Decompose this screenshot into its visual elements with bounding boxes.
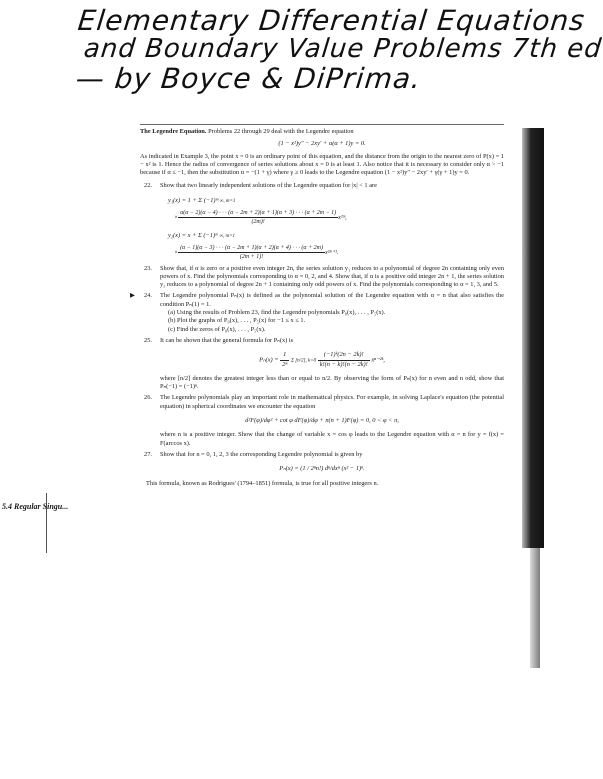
y2-formula bbox=[168, 232, 504, 241]
handwritten-title-line-3: — by Boyce & DiPrima. bbox=[74, 62, 423, 95]
y1-fraction-row: × α(α − 2)(α − 4) · · · (α − 2m + 2)(α + 1)(α + 3) · · · (α + 2m − 1) (2m)! x²ᵐ, bbox=[174, 210, 347, 226]
y1-sum-limits: ∞, m=1 bbox=[219, 198, 236, 204]
rodrigues-formula: Pₙ(x) = (1 / 2ⁿn!) dⁿ/dxⁿ (x² − 1)ⁿ. bbox=[279, 465, 365, 473]
part-c: (c) Find the zeros of P₀(x), . . . , P₅(x). bbox=[168, 325, 266, 333]
problem-22 bbox=[140, 182, 504, 190]
y2-power: x²ᵐ⁺¹. bbox=[324, 250, 339, 257]
problem-number: 22. bbox=[144, 182, 152, 190]
problem-number: 23. bbox=[144, 264, 152, 272]
problem-23 bbox=[140, 265, 504, 290]
problem-text: The Legendre polynomials play an important role in mathematical physics. For example, in solving Laplace's equation (the potential equation) in spherical coordinates we encounter the equation bbox=[160, 394, 504, 410]
coef-denominator: 2ⁿ bbox=[282, 360, 288, 368]
pn-coefficient bbox=[280, 351, 289, 369]
part-b: (b) Plot the graphs of P₀(x), . . . , P₅(x) for −1 ≤ x ≤ 1. bbox=[168, 317, 306, 325]
problem-number: 24. bbox=[144, 292, 152, 300]
y2-sum-limits: ∞, m=1 bbox=[219, 233, 235, 239]
rodrigues-note: This formula, known as Rodrigues' (1794–1851) formula, is true for all positive integers n. bbox=[146, 479, 379, 487]
intro-line bbox=[140, 128, 504, 136]
problem-text: It can be shown that the general formula for Pₙ(x) is bbox=[160, 336, 294, 344]
y2-numerator: (α − 1)(α − 3) · · · (α − 2m + 1)(α + 2)(α + 4) · · · (α + 2m) bbox=[178, 244, 325, 253]
margin-section-label: 5.4 Regular Singu... bbox=[2, 502, 69, 511]
problem-text: Show that, if α is zero or a positive even integer 2n, the series solution y₁ reduces to a polynomial of degree 2n containing only even powers of x. Find the polynomials corresponding to α = 0, 2, and 4. Show that, if α is a positive odd integer 2n + 1, the series solution y₂ reduces to a polynomial of degree 2n + 1 containing only odd powers of x. Find the polynomials corresponding to α = 1, 3, and 5. bbox=[160, 264, 504, 289]
pn-fraction bbox=[318, 351, 370, 369]
pn-denominator: k!(n − k)!(n − 2k)! bbox=[319, 360, 368, 368]
pn-power: xⁿ⁻²ᵏ, bbox=[371, 356, 385, 364]
problem-number: 27. bbox=[144, 450, 152, 458]
pn-general-formula bbox=[140, 351, 504, 369]
scan-shadow-edge-lower bbox=[530, 548, 540, 668]
y1-denominator: (2m)! bbox=[251, 219, 265, 226]
pn-numerator: (−1)ᵏ(2n − 2k)! bbox=[318, 351, 370, 360]
problem-text: The Legendre polynomial Pₙ(x) is defined as the polynomial solution of the Legendre equation with α = n that also satisfies the condition Pₙ(1) = 1. bbox=[160, 292, 504, 308]
spherical-equation: d²F(φ)/dφ² + cot φ dF(φ)/dφ + n(n + 1)F(φ) = 0, 0 < φ < π, bbox=[245, 417, 399, 425]
problem-24 bbox=[130, 292, 504, 333]
triangle-marker-icon: ▶ bbox=[130, 292, 135, 300]
p26-after: where n is a positive integer. Show that the change of variable x = cos φ leads to the Legendre equation with α = n for y = f(x) = F(arccos x). bbox=[160, 431, 504, 447]
y1-fraction bbox=[178, 209, 338, 227]
problem-25 bbox=[140, 337, 504, 345]
intro-paragraph: As indicated in Example 3, the point x = 0 is an ordinary point of this equation, and the distance from the origin to the nearest zero of P(x) = 1 − x² is 1. Hence the radius of convergence of series solutions about x = 0 is at least 1. Also notice that it is necessary to consider only α > −1 because if α ≤ −1, then the substitution α = −(1 + γ) where γ ≥ 0 leads to the Legendre equation (1 − x²)y″ − 2xy′ + γ(γ + 1)y = 0. bbox=[140, 152, 504, 177]
y2-fraction-row: × (α − 1)(α − 3) · · · (α − 2m + 1)(α + 2)(α + 4) · · · (α + 2m) (2m + 1)! x²ᵐ⁺¹. bbox=[174, 244, 339, 261]
scan-shadow-edge bbox=[522, 128, 544, 548]
intro-heading: The Legendre Equation. bbox=[140, 128, 207, 135]
handwritten-title-line-1: Elementary Differential Equations bbox=[76, 4, 587, 37]
coef-numerator: 1 bbox=[280, 351, 289, 360]
problem-number: 26. bbox=[144, 394, 152, 402]
pn-lhs: Pₙ(x) = bbox=[259, 356, 281, 364]
part-a: (a) Using the results of Problem 23, find the Legendre polynomials P₀(x), . . . , P₅(x). bbox=[168, 309, 386, 317]
intro-text: Problems 22 through 29 deal with the Legendre equation bbox=[208, 128, 354, 135]
pn-sum: Σ [n/2], k=0 bbox=[291, 358, 317, 364]
problem-number: 25. bbox=[144, 336, 152, 344]
handwritten-title-line-2: and Boundary Value Problems 7th ed bbox=[82, 34, 603, 64]
y2-lhs: y₂(x) = x + Σ (−1)ᵐ bbox=[168, 231, 218, 239]
problem-26 bbox=[140, 394, 504, 411]
y1-formula bbox=[168, 197, 504, 206]
problem-text: Show that two linearly independent solutions of the Legendre equation for |x| < 1 are bbox=[160, 182, 377, 190]
problem-27 bbox=[140, 451, 504, 459]
y1-numerator: α(α − 2)(α − 4) · · · (α − 2m + 2)(α + 1)(α + 3) · · · (α + 2m − 1) bbox=[178, 209, 338, 218]
y1-power: x²ᵐ, bbox=[338, 215, 347, 222]
legendre-equation: (1 − x²)y″ − 2xy′ + α(α + 1)y = 0. bbox=[278, 140, 366, 148]
y1-lhs: y₁(x) = 1 + Σ (−1)ᵐ bbox=[168, 196, 219, 204]
y2-denominator: (2m + 1)! bbox=[239, 254, 264, 261]
p25-after: where [n/2] denotes the greatest integer less than or equal to n/2. By observing the form of Pₙ(x) for n even and n odd, show that Pₙ(−1) = (−1)ⁿ. bbox=[160, 374, 504, 391]
y2-fraction bbox=[178, 244, 325, 262]
textbook-page bbox=[130, 122, 504, 488]
problem-text: Show that for n = 0, 1, 2, 3 the corresponding Legendre polynomial is given by bbox=[160, 450, 363, 458]
